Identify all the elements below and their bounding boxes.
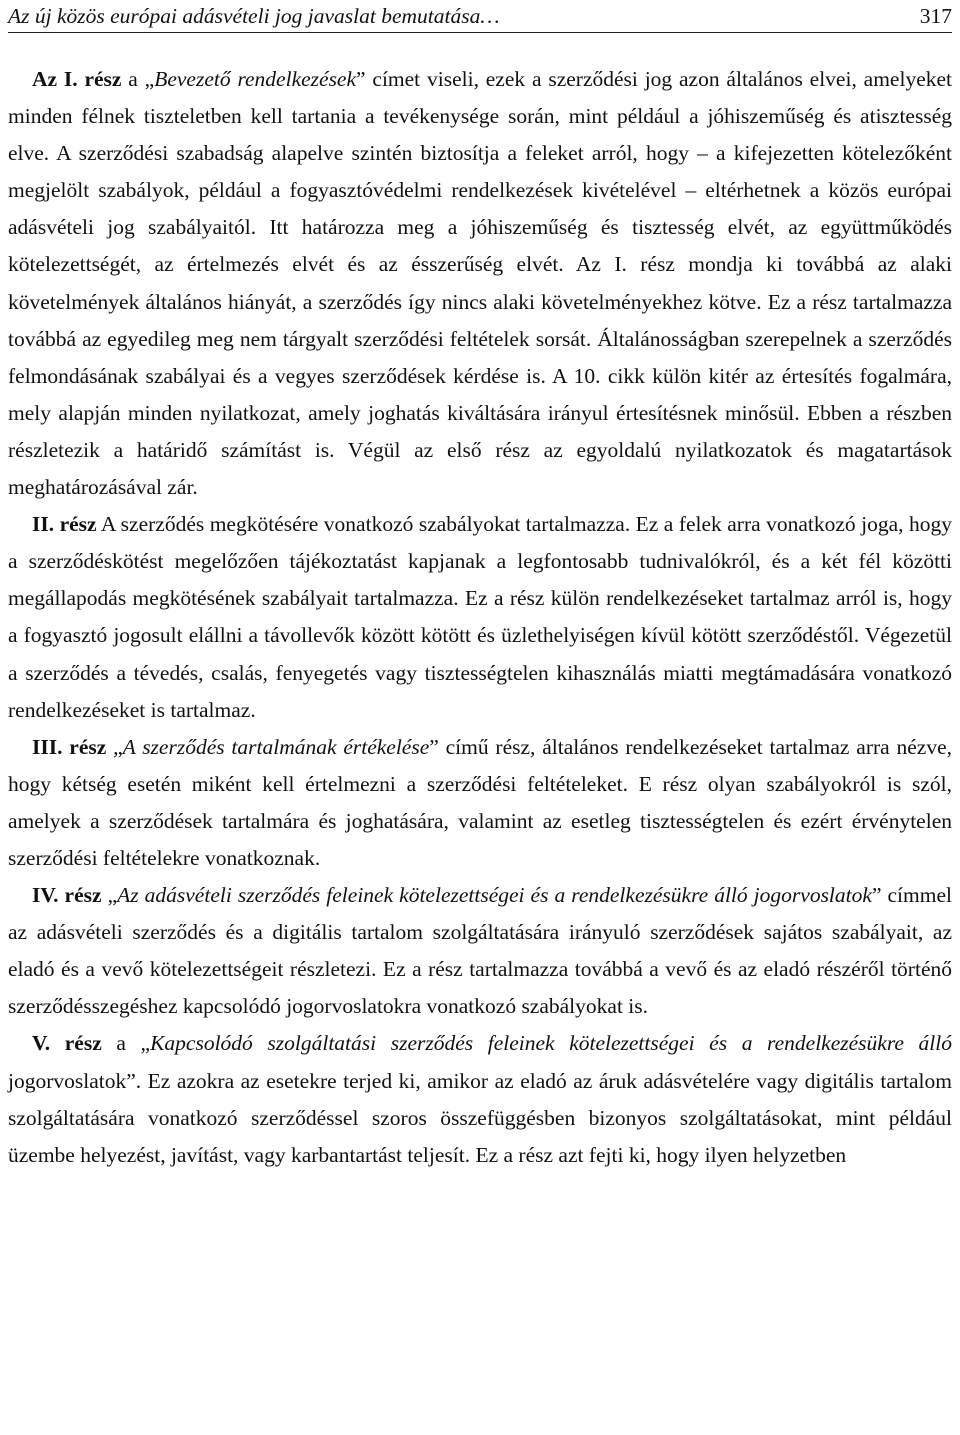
body-text (8, 61, 952, 1174)
text-run: a „ (101, 1031, 151, 1056)
text-run: „ (106, 734, 123, 759)
part-title: Az adásvételi szerződés feleinek kötelezettségei és a rendelkezésükre álló jogorvoslatok (117, 883, 872, 908)
text-run: ” címet viseli, ezek a szerződési jog azon általános elvei, amelyeket minden félnek tiszteletben kell tartania a tevékenysége során, mint például a jóhiszeműség és atisztesség elve. A szerződési szabadság alapelve szintén biztosítja a feleket arról, hogy – a kifejezetten kötelezőként megjelölt szabályok, például a fogyasztóvédelmi rendelkezések kivételével – eltérhetnek a közös európai adásvételi jog szabályaitól. Itt határozza meg a jóhiszeműség és tisztesség elvét, az együttműködés kötelezettségét, az értelmezés elvét és az ésszerűség elvét. Az I. rész mondja ki továbbá az alaki követelmények általános hiányát, a szerződés így nincs alaki követelményekhez kötve. Ez a rész tartalmazza továbbá az egyedileg meg nem tárgyalt szerződési feltételek sorsát. Általánosságban szerepelnek a szerződés felmondásának szabályai és a vegyes szerződések kérdése is. A 10. cikk külön kitér az értesítés fogalmára, mely alapján minden nyilatkozat, amely joghatás kiváltására irányul értesítésnek minősül. Ebben a részben részletezik a határidő számítást is. Végül az első rész az egyoldalú nyilatkozatok és magatartások meghatározásával zár. (8, 67, 952, 500)
running-header (8, 0, 952, 33)
text-run: a „ (121, 67, 155, 91)
running-title: Az új közös európai adásvételi jog javaslat bemutatása… (8, 4, 500, 28)
text-run: ” címmel az adásvételi szerződés és a digitális tartalom szolgáltatására irányuló szerződések sajátos szabályait, az eladó és a vevő kötelezettségeit részletezi. Ez a rész tartalmazza továbbá a vevő és az eladó részéről történő szerződésszegéshez kapcsolódó jogorvoslatokra vonatkozó szabályokat is. (8, 883, 952, 1019)
part-title: Kapcsolódó szolgáltatási szerződés feleinek kötelezettségei és a rendelkezésükre álló (150, 1031, 952, 1056)
paragraph-part-2 (8, 506, 952, 729)
paragraph-part-1 (8, 61, 952, 506)
text-run: „ (101, 883, 118, 908)
part-label: V. rész (32, 1031, 102, 1056)
text-run: jogorvoslatok”. Ez azokra az esetekre terjed ki, amikor az eladó az áruk adásvételére vagy digitális tartalom szolgáltatására vonatkozó szerződéssel szoros összefüggésben bizonyos szolgáltatásokat, mint például üzembe helyezést, javítást, vagy karbantartást teljesít. Ez a rész azt fejti ki, hogy ilyen helyzetben (8, 1068, 952, 1167)
paragraph-part-3 (8, 729, 952, 877)
part-label: II. rész (32, 512, 97, 537)
part-label: III. rész (32, 734, 107, 759)
page-number: 317 (919, 4, 952, 28)
paragraph-part-4 (8, 877, 952, 1025)
paragraph-part-5 (8, 1025, 952, 1173)
part-title: Bevezető rendelkezések (154, 67, 357, 91)
part-title: A szerződés tartalmának értékelése (122, 734, 430, 759)
text-run: A szerződés megkötésére vonatkozó szabályokat tartalmazza. Ez a felek arra vonatkozó joga, hogy a szerződéskötést megelőzően tájékoztatást kapjanak a legfontosabb tudnivalókról, és a két fél közötti megállapodás megkötésének szabályait tartalmazza. Ez a rész külön rendelkezéseket tartalmaz arról is, hogy a fogyasztó jogosult elállni a távollevők között kötött és üzlethelyiségen kívül kötött szerződéstől. Végezetül a szerződés a tévedés, csalás, fenyegetés vagy tisztességtelen kihasználás miatti megtámadására vonatkozó rendelkezéseket is tartalmaz. (8, 512, 952, 722)
part-label: IV. rész (32, 883, 102, 908)
text-run: ” című rész, általános rendelkezéseket tartalmaz arra nézve, hogy kétség esetén miként kell értelmezni a szerződési feltételeket. E rész olyan szabályokról is szól, amelyek a szerződések tartalmára és joghatására, valamint az esetleg tisztességtelen és ezért érvénytelen szerződési feltételekre vonatkoznak. (8, 734, 952, 870)
part-label: Az I. rész (32, 67, 122, 91)
